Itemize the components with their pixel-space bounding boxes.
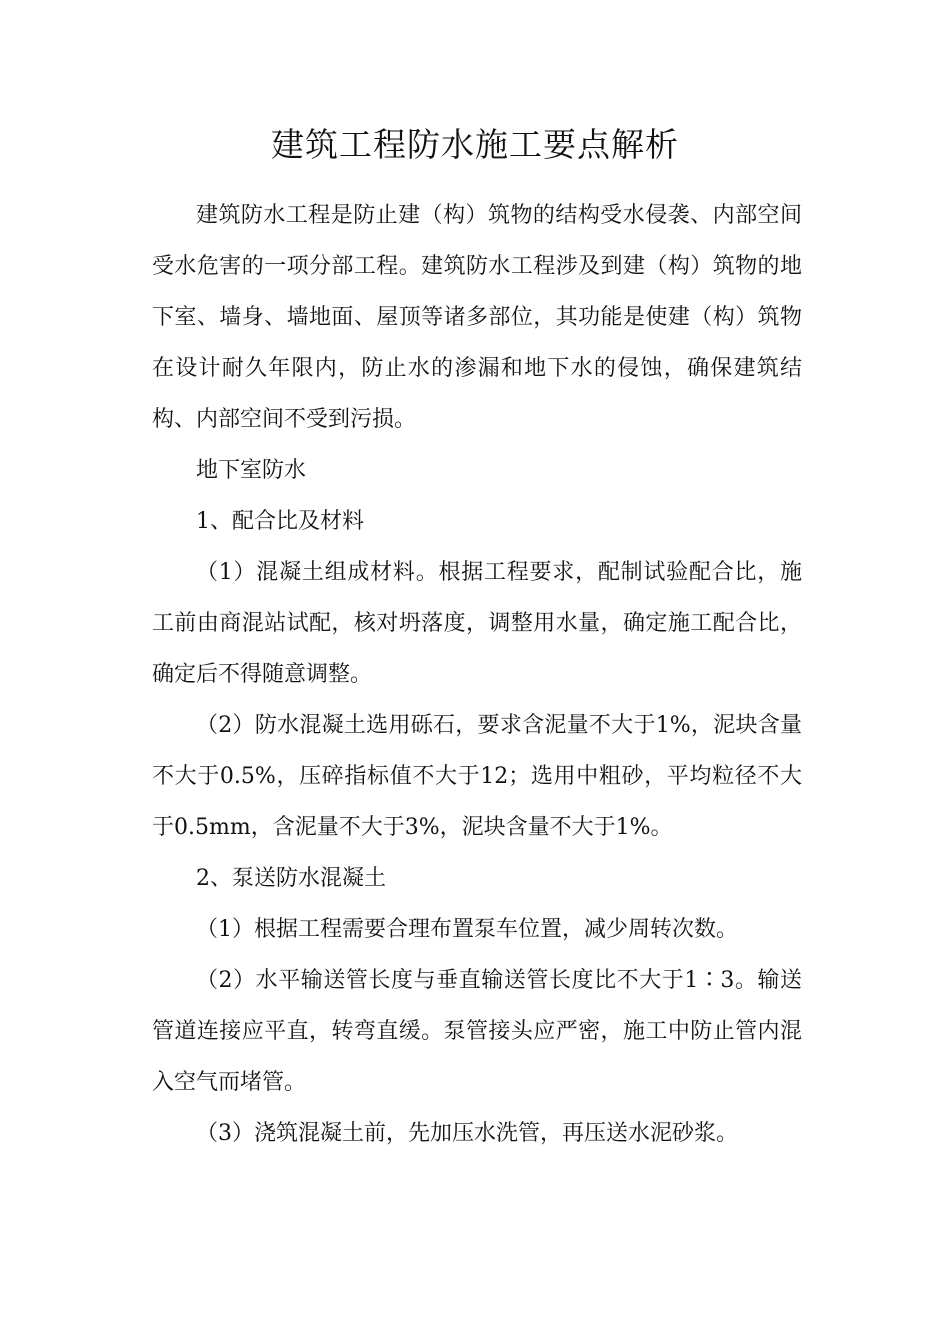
document-title: 建筑工程防水施工要点解析: [271, 125, 679, 164]
subsection-heading-pump: 2、泵送防水混凝土: [196, 866, 386, 891]
section-heading-basement: 地下室防水: [196, 458, 307, 483]
paragraph-item: （2）水平输送管长度与垂直输送管长度比不大于1∶3。输送管道连接应平直，转弯直缓。泵管接头应严密，施工中防止管内混入空气而堵管。: [152, 968, 802, 1095]
subsection-heading-mix: 1、配合比及材料: [196, 509, 364, 534]
paragraph-item: （2）防水混凝土选用砾石，要求含泥量不大于1%，泥块含量不大于0.5%，压碎指标值不大于12；选用中粗砂，平均粒径不大于0.5mm，含泥量不大于3%，泥块含量不大于1%。: [152, 713, 802, 840]
paragraph-intro: 建筑防水工程是防止建（构）筑物的结构受水侵袭、内部空间受水危害的一项分部工程。建筑防水工程涉及到建（构）筑物的地下室、墙身、墙地面、屋顶等诸多部位，其功能是使建（构）筑物在设计耐久年限内，防止水的渗漏和地下水的侵蚀，确保建筑结构、内部空间不受到污损。: [152, 203, 802, 432]
paragraph-item: （1）根据工程需要合理布置泵车位置，减少周转次数。: [196, 917, 738, 942]
document-body: [152, 190, 802, 1159]
paragraph-item: （3）浇筑混凝土前，先加压水洗管，再压送水泥砂浆。: [196, 1121, 738, 1146]
paragraph-item: （1）混凝土组成材料。根据工程要求，配制试验配合比，施工前由商混站试配，核对坍落度，调整用水量，确定施工配合比，确定后不得随意调整。: [152, 560, 802, 687]
